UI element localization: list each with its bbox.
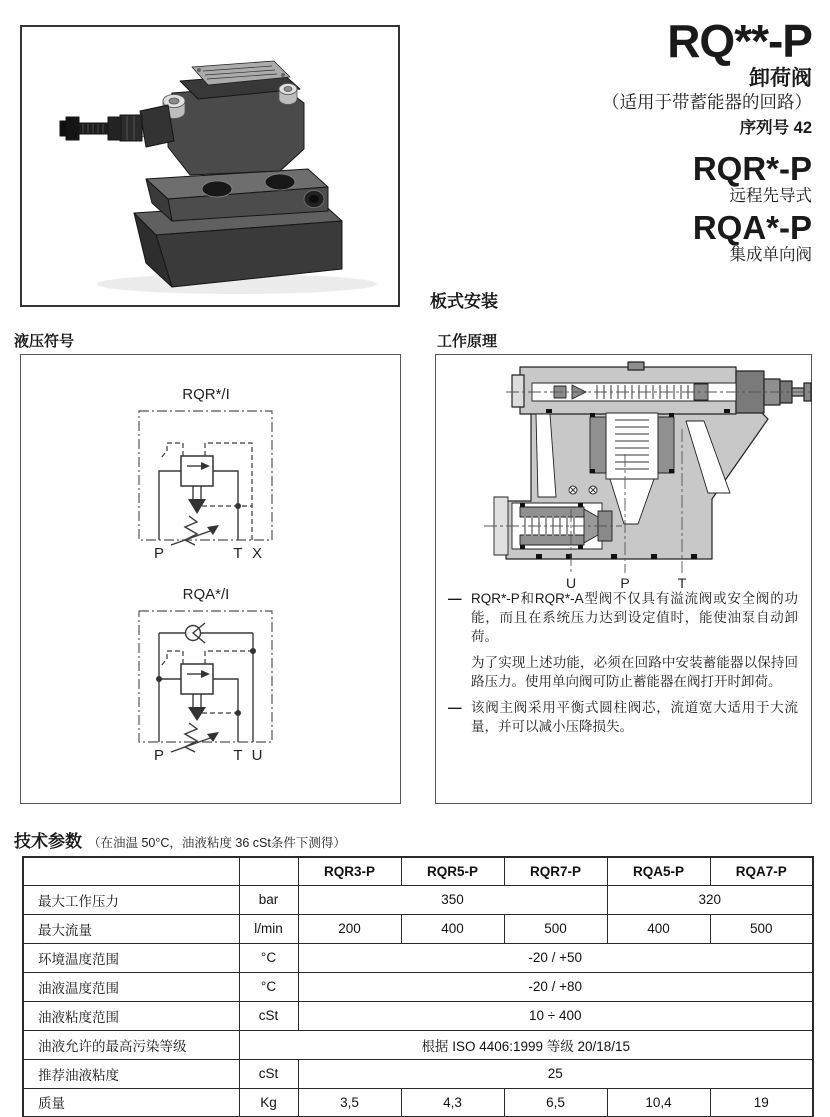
counterbore-hole — [202, 181, 232, 197]
junction-dot — [235, 710, 241, 716]
poppet-symbol — [188, 707, 206, 721]
principle-paragraph — [448, 698, 798, 736]
param-value: 3,5 — [298, 1088, 401, 1117]
param-label: 最大流量 — [23, 914, 239, 943]
column-header: RQA5-P — [607, 857, 710, 885]
tech-params-condition: （在油温 50°C，油液粘度 36 cSt条件下测得） — [88, 836, 346, 850]
rqr-symbol-diagram — [21, 357, 399, 569]
hydraulic-symbols-box — [20, 354, 401, 804]
param-row — [23, 972, 813, 1001]
junction-dot — [250, 648, 256, 654]
column-header: RQA7-P — [710, 857, 813, 885]
port-label: X — [251, 545, 263, 562]
param-value: -20 / +50 — [298, 943, 813, 972]
param-row — [23, 1088, 813, 1117]
paragraph-text: 为了实现上述功能，必须在回路中安装蓄能器以保持回路压力。使用单向阀可防止蓄能器在阀打开时卸荷。 — [471, 655, 798, 689]
working-principle-box — [435, 354, 812, 804]
param-label: 环境温度范围 — [23, 943, 239, 972]
model-rqa-desc: 集成单向阀 — [729, 245, 812, 264]
param-value: 25 — [298, 1059, 813, 1088]
relief-valve-square — [181, 456, 213, 486]
param-label: 质量 — [23, 1088, 239, 1117]
param-row — [23, 943, 813, 972]
bullet-dash — [448, 653, 471, 691]
junction-dot — [156, 676, 162, 682]
valve-type: 卸荷阀 — [749, 67, 812, 90]
port-label: T — [233, 747, 243, 764]
column-header: RQR7-P — [504, 857, 607, 885]
hydraulic-symbols-heading: 液压符号 — [14, 333, 75, 350]
tech-params-title: 技术参数 — [14, 832, 82, 851]
cross-section-diagram — [436, 359, 813, 589]
title-block — [602, 15, 812, 264]
port-label: T — [677, 575, 687, 589]
tech-params-heading — [14, 827, 346, 852]
model-title: RQ**-P — [667, 15, 812, 67]
param-value: 10,4 — [607, 1088, 710, 1117]
pilot-line — [160, 443, 183, 459]
principle-paragraph — [448, 653, 798, 691]
param-unit: °C — [239, 972, 298, 1001]
table-header-row — [23, 857, 813, 885]
product-photo — [20, 25, 400, 307]
relief-valve-square — [181, 664, 213, 694]
series-label: 序列号 42 — [739, 119, 812, 138]
port-label: U — [251, 747, 263, 764]
empty-header-cell — [23, 857, 239, 885]
param-value: 500 — [504, 914, 607, 943]
paragraph-text: RQR*-P和RQR*-A型阀不仅具有溢流阀或安全阀的功能，而且在系统压力达到设定值时，能使油泵自动卸荷。 — [471, 591, 798, 644]
adjust-arrowhead — [207, 732, 219, 742]
column-header: RQR5-P — [401, 857, 504, 885]
pilot-end-cap — [512, 375, 524, 407]
pilot-line — [160, 651, 183, 667]
tech-params-table — [22, 856, 814, 1117]
param-value: 10 ÷ 400 — [298, 1001, 813, 1030]
param-row — [23, 1030, 813, 1059]
principle-paragraph — [448, 589, 798, 646]
working-principle-heading: 工作原理 — [437, 333, 498, 350]
param-unit: bar — [239, 885, 298, 914]
param-label: 油液允许的最高污染等级 — [23, 1030, 239, 1059]
param-value: 200 — [298, 914, 401, 943]
param-row — [23, 885, 813, 914]
param-value: 19 — [710, 1088, 813, 1117]
application-note: （适用于带蓄能器的回路） — [602, 92, 812, 113]
port-label: P — [620, 575, 630, 589]
diagram-label: RQA*/I — [182, 586, 230, 603]
param-value: 350 — [298, 885, 607, 914]
param-unit: Kg — [239, 1088, 298, 1117]
rqa-symbol-diagram — [21, 569, 399, 801]
spring-symbol — [185, 516, 197, 545]
param-unit: l/min — [239, 914, 298, 943]
param-value: 320 — [607, 885, 813, 914]
model-rqr: RQR*-P — [692, 150, 812, 188]
diagram-label: RQR*/I — [182, 386, 230, 403]
mounting-type-label: 板式安装 — [430, 292, 498, 311]
port-label: T — [233, 545, 243, 562]
adjust-arrowhead — [207, 525, 219, 535]
junction-dot — [235, 503, 241, 509]
param-row — [23, 1059, 813, 1088]
param-label: 油液粘度范围 — [23, 1001, 239, 1030]
empty-header-cell — [239, 857, 298, 885]
param-value: 500 — [710, 914, 813, 943]
counterbore-hole — [265, 174, 295, 190]
param-value: 6,5 — [504, 1088, 607, 1117]
param-unit: cSt — [239, 1001, 298, 1030]
param-unit: °C — [239, 943, 298, 972]
socket-screw — [279, 84, 297, 105]
param-label: 油液温度范围 — [23, 972, 239, 1001]
param-label: 最大工作压力 — [23, 885, 239, 914]
port-label: P — [153, 747, 165, 764]
port-label: P — [153, 545, 165, 562]
param-row — [23, 914, 813, 943]
model-rqa: RQA*-P — [692, 208, 812, 246]
column-header: RQR3-P — [298, 857, 401, 885]
bullet-dash: — — [448, 700, 462, 715]
product-photo-illustration — [22, 27, 398, 305]
port-label: U — [565, 575, 577, 589]
param-unit: cSt — [239, 1059, 298, 1088]
param-label: 推荐油液粘度 — [23, 1059, 239, 1088]
param-value: 4,3 — [401, 1088, 504, 1117]
bullet-dash: — — [448, 591, 462, 606]
principle-text — [448, 589, 798, 743]
param-value: 400 — [401, 914, 504, 943]
param-value: 根据 ISO 4406:1999 等级 20/18/15 — [239, 1030, 813, 1059]
paragraph-text: 该阀主阀采用平衡式圆柱阀芯，流道宽大适用于大流量，并可以减小压降损失。 — [471, 700, 798, 734]
pilot-line — [205, 651, 253, 664]
param-row — [23, 1001, 813, 1030]
param-value: 400 — [607, 914, 710, 943]
spring-symbol — [185, 723, 197, 752]
model-rqr-desc: 远程先导式 — [729, 187, 812, 206]
param-value: -20 / +80 — [298, 972, 813, 1001]
